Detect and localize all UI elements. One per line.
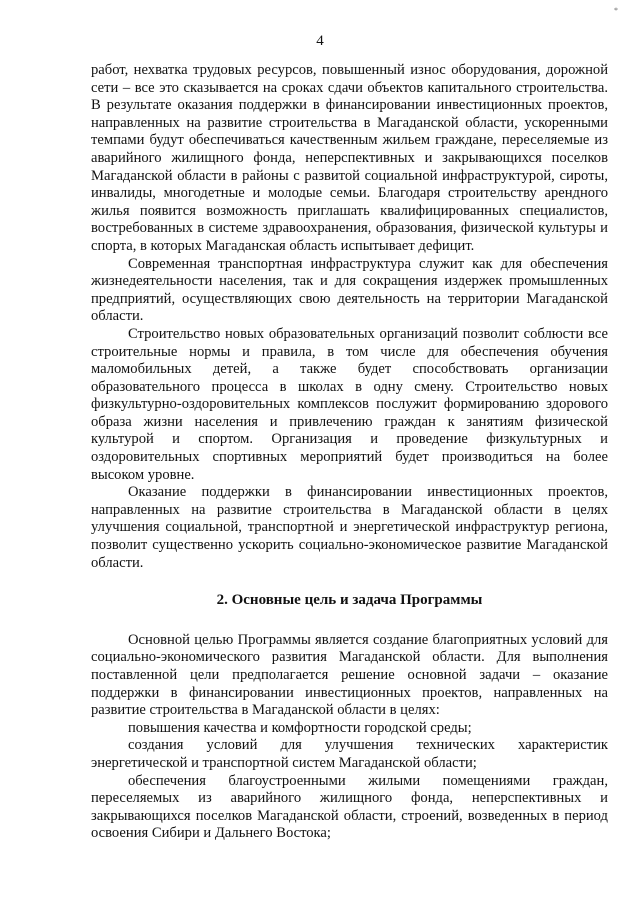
paragraph-education: Строительство новых образовательных организаций позволит соблюсти все строительные нормы и правила, в том числе для обеспечения обучения маломобильных детей, а также будет способствовать организации образовательного процесса в школах в одну смену. Строительство новых физкультурно-оздоровительных комплексов послужит формированию здорового образа жизни населения и привлечению граждан к занятиям физической культурой и спортом. Организация и проведение физкультурных и оздоровительных спортивных мероприятий будет производиться на более высоком уровне. [91,325,608,483]
section-heading: 2. Основные цель и задача Программы [216,592,483,609]
list-item-energy-transport: создания условий для улучшения технических характеристик энергетической и транспортной систем Магаданской области; [91,737,608,771]
page-number: 4 [316,33,324,49]
paragraph-transport: Современная транспортная инфраструктура служит как для обеспечения жизнедеятельности населения, так и для сокращения издержек промышленных предприятий, осуществляющих свою деятельность на территории Магаданской области. [91,255,608,325]
document-body [91,62,608,843]
list-item-housing: обеспечения благоустроенными жилыми помещениями граждан, переселяемых из аварийного жилищного фонда, неперспективных и закрывающихся поселков Магаданской области, строений, возведенных в период освоения Сибири и Дальнего Востока; [91,772,608,842]
paragraph-continued: работ, нехватка трудовых ресурсов, повышенный износ оборудования, дорожной сети – все это сказывается на сроках сдачи объектов капитального строительства. В результате оказания поддержки в финансировании инвестиционных проектов, направленных на развитие строительства в Магаданской области, ускоренными темпами будут обеспечиваться качественным жильем граждане, переселяемые из аварийного жилищного фонда, неперспективных и закрывающихся поселков Магаданской области в районы с развитой социальной инфраструктурой, сироты, инвалиды, многодетные и молодые семьи. Благодаря строительству арендного жилья появится возможность приглашать квалифицированных специалистов, востребованных в системе здравоохранения, образования, физической культуры и спорта, в которых Магаданская область испытывает дефицит. [91,62,608,254]
paragraph-goal: Основной целью Программы является создание благоприятных условий для социально-экономического развития Магаданской области. Для выполнения поставленной цели предполагается решение основной задачи – оказание поддержки в финансировании инвестиционных проектов, направленных на развитие строительства в Магаданской области в целях: [91,631,608,719]
paragraph-support: Оказание поддержки в финансировании инвестиционных проектов, направленных на развитие строительства в Магаданской области в целях улучшения социальной, транспортной и энергетической инфраструктур региона, позволит существенно ускорить социально-экономическое развитие Магаданской области. [91,484,608,571]
list-item-urban-environment: повышения качества и комфортности городской среды; [128,719,472,736]
corner-mark: * [614,6,618,15]
